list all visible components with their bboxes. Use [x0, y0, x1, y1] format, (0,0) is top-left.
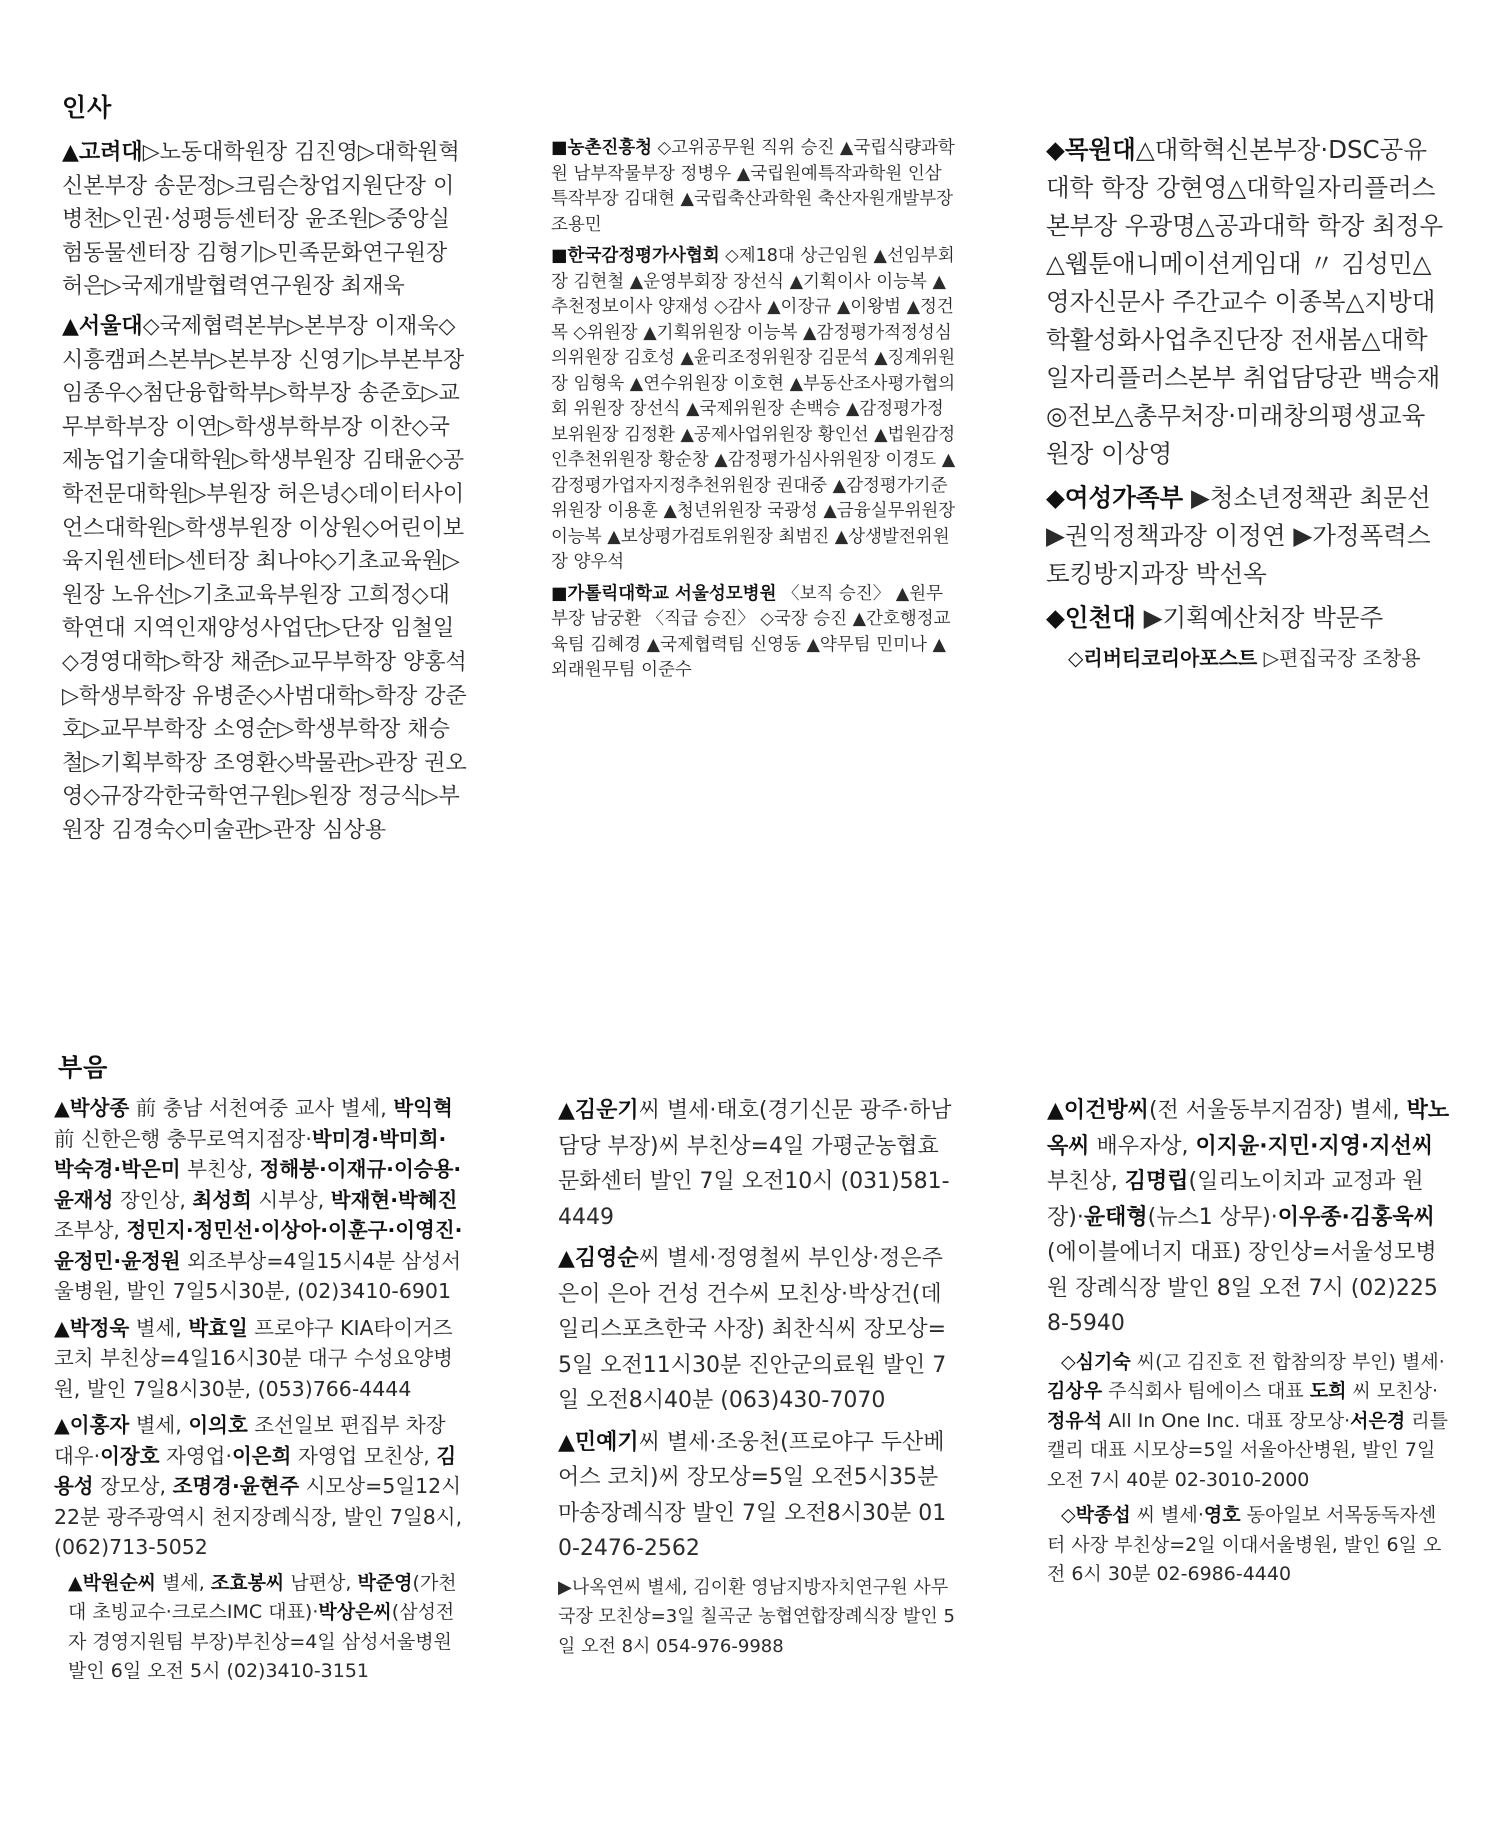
- entry-text: (에이블에너지 대표) 장인상=서울성모병원 장례식장 발인 8일 오전 7시 (02)2258-5940: [1047, 1240, 1438, 1336]
- obituary-entry: [54, 1410, 464, 1563]
- entry-text: 별세,: [129, 1315, 189, 1340]
- org-name: ◆여성가족부: [1046, 483, 1184, 512]
- entry-text: ◇고위공무원 직위 승진 ▲국립식량과학원 남부작물부장 정병우 ▲국립원예특작과학원 인삼특작부장 김대현 ▲국립축산과학원 축산자원개발부장 조용민: [551, 138, 955, 235]
- org-name: ■가톨릭대학교 서울성모병원: [551, 583, 777, 604]
- relative-name: 박미경·박미희·박숙경·박은미: [54, 1126, 447, 1181]
- relative-name: 도희: [1309, 1380, 1347, 1402]
- obituary-entry: [558, 1093, 958, 1235]
- entry-text: (전 서울동부지검장) 별세,: [1148, 1098, 1407, 1123]
- relative-name: 이장호: [100, 1443, 160, 1468]
- relative-name: 이의호: [188, 1413, 248, 1437]
- personnel-entry: [1046, 643, 1446, 673]
- entry-text: 별세,: [156, 1571, 211, 1594]
- obituary-entry: [1047, 1348, 1451, 1496]
- entry-text: 씨 별세·: [1130, 1504, 1204, 1526]
- entry-text: 자영업 모친상,: [291, 1443, 437, 1468]
- org-name: ◆인천대: [1046, 603, 1136, 632]
- deceased-name: ▲이건방씨: [1047, 1098, 1149, 1123]
- org-name: ■농촌진흥청: [551, 138, 653, 158]
- entry-text: (일리노이치과 교정과 원장)·: [1047, 1169, 1424, 1230]
- deceased-name: ▲박정욱: [54, 1315, 130, 1340]
- obituary-entry: [1047, 1093, 1451, 1342]
- relative-name: 김상우: [1047, 1380, 1103, 1402]
- entry-text: 남편상,: [284, 1571, 358, 1594]
- entry-text: 조부상,: [54, 1218, 127, 1242]
- deceased-name: ▲김운기: [558, 1098, 639, 1123]
- entry-text: (뉴스1 상무)·: [1147, 1204, 1278, 1230]
- entry-text: 前 충남 서천여중 교사 별세,: [129, 1096, 394, 1120]
- obituary-column-1: [54, 1093, 464, 1693]
- deceased-name: ▲박원순씨: [68, 1571, 157, 1594]
- entry-text: 리틀캘리 대표 시모상=5일 서울아산병원, 발인 7일 오전 7시 40분 02-3010-2000: [1047, 1409, 1448, 1491]
- deceased-name: ▲박상종: [54, 1096, 130, 1120]
- entry-text: ▶나옥연씨 별세, 김이환 영남지방자치연구원 사무국장 모친상=3일 칠곡군 농협연합장례식장 발인 5일 오전 8시 054-976-9988: [558, 1576, 955, 1657]
- relative-name: 박준영: [357, 1571, 413, 1594]
- entry-text: ▶청소년정책관 최문선 ▶권익정책과장 이정연 ▶가정폭력스토킹방지과장 박선옥: [1046, 483, 1431, 588]
- org-name: ◇리버티코리아포스트: [1068, 646, 1258, 670]
- relative-name: 이지윤·지민·지영·지선씨: [1195, 1133, 1434, 1159]
- section-heading-bueum: 부음: [58, 1053, 109, 1082]
- entry-text: ▷노동대학원장 김진영▷대학원혁신본부장 송문정▷크림슨창업지원단장 이병천▷인권·성평등센터장 윤조원▷중앙실험동물센터장 김형기▷민족문화연구원장 허은▷국제개발협력연구원장 최재욱: [62, 140, 460, 300]
- deceased-name: ▲민예기: [558, 1429, 639, 1455]
- relative-name: 정민지·정민선·이상아·이훈구·이영진·윤정민·윤정원: [54, 1218, 463, 1273]
- relative-name: 박효일: [188, 1315, 248, 1340]
- entry-text: (가천대 초빙교수·크로스IMC 대표)·: [68, 1571, 457, 1623]
- personnel-entry: [551, 244, 957, 576]
- entry-text: 장인상,: [113, 1187, 193, 1212]
- relative-name: 윤태형: [1083, 1204, 1148, 1230]
- relative-name: 박익혁: [393, 1096, 453, 1120]
- obituary-column-2: [558, 1093, 958, 1667]
- obituary-entry: [1047, 1501, 1451, 1590]
- entry-text: ◇제18대 상근임원 ▲선임부회장 김현철 ▲운영부회장 장선식 ▲기획이사 이능복 ▲추천정보이사 양재성 ◇감사 ▲이장규 ▲이왕범 ▲정건목 ◇위원장 ▲기획위원장 이능복 ▲감정평가적정성심의위원장 김호성 ▲윤리조정위원장 김문석 ▲징계위원장 임형욱 ▲연수위원장 이호현 ▲부동산조사평가협의회 위원장 장선식 ▲국제위원장 손백승 ▲감정평가정보위원장 김정환 ▲공제사업위원장 황인선 ▲법원감정인추천위원장 황순창 ▲감정평가심사위원장 이경도 ▲감정평가업자지정추천위원장 권대중 ▲감정평가기준위원장 이용훈 ▲청년위원장 국광성 ▲금융실무위원장 이능복 ▲보상평가검토위원장 최범진 ▲상생발전위원장 양우석: [551, 246, 956, 572]
- entry-text: 시모상=5일12시22분 광주광역시 천지장례식장, 발인 7일8시, (062)713-5052: [54, 1474, 463, 1559]
- entry-text: △대학혁신본부장·DSC공유대학 학장 강현영△대학일자리플러스본부장 우광명△공과대학 학장 최정우△웹툰애니메이션게임대 〃 김성민△영자신문사 주간교수 이종복△지방대학활성화사업추진단장 전새봄△대학일자리플러스본부 취업담당관 백승재◎전보△총무처장·미래창의평생교육원장 이상영: [1046, 135, 1444, 468]
- entry-text: 자영업·: [159, 1443, 232, 1468]
- deceased-name: ◇심기숙: [1061, 1350, 1131, 1373]
- entry-text: ◇국제협력본부▷본부장 이재욱◇시흥캠퍼스본부▷본부장 신영기▷부본부장 임종우◇첨단융합학부▷학부장 송준호▷교무부학부장 이연▷학생부학부장 이찬◇국제농업기술대학원▷학생부원장 김태윤◇공학전문대학원▷부원장 허은녕◇데이터사이언스대학원▷학생부원장 이상원◇어린이보육지원센터▷센터장 최나야◇기초교육원▷원장 노유선▷기초교육부원장 고희정◇대학연대 지역인재양성사업단▷단장 임철일◇경영대학▷학장 채준▷교무부학장 양홍석▷학생부학장 유병준◇사범대학▷학장 강준호▷교무부학장 소영순▷학생부학장 채승철▷기획부학장 조영환◇박물관▷관장 권오영◇규장각한국학연구원▷원장 정긍식▷부원장 김경숙◇미술관▷관장 심상용: [62, 313, 467, 843]
- entry-text: 씨 모친상·: [1346, 1380, 1439, 1402]
- deceased-name: ▲김영순: [558, 1246, 639, 1271]
- entry-text: 씨 별세·태호(경기신문 광주·하남 담당 부장)씨 부친상=4일 가평군농협효문화센터 발인 7일 오전10시 (031)581-4449: [558, 1098, 952, 1230]
- relative-name: 서은경: [1350, 1409, 1406, 1432]
- entry-text: ▶기획예산처장 박문주: [1135, 603, 1384, 632]
- personnel-entry: [62, 136, 470, 304]
- personnel-entry: [1046, 131, 1446, 473]
- entry-text: 시부상,: [251, 1187, 331, 1212]
- deceased-name: ◇박종섭: [1061, 1504, 1131, 1526]
- entry-text: 프로야구 KIA타이거즈 코치 부친상=4일16시30분 대구 수성요양병원, 발인 7일8시30분, (053)766-4444: [54, 1315, 453, 1401]
- org-name: ◆목원대: [1046, 135, 1136, 164]
- entry-text: (삼성전자 경영지원팀 부장)부친상=4일 삼성서울병원 발인 6일 오전 5시 (02)3410-3151: [68, 1601, 455, 1682]
- org-name: ■한국감정평가사협회: [551, 246, 720, 266]
- entry-text: 동아일보 서목동독자센터 사장 부친상=2일 이대서울병원, 발인 6일 오전 6시 30분 02-6986-4440: [1047, 1504, 1442, 1585]
- relative-name: 최성희: [192, 1187, 252, 1212]
- personnel-column-3: [1046, 131, 1446, 679]
- entry-text: 조선일보 편집부 차장대우·: [54, 1413, 446, 1468]
- personnel-entry: [62, 310, 470, 848]
- relative-name: 김용성: [54, 1443, 457, 1498]
- relative-name: 김명립: [1124, 1169, 1189, 1194]
- entry-text: 씨(고 김진호 전 합참의장 부인) 별세·: [1130, 1350, 1445, 1373]
- obituary-column-3: [1047, 1093, 1451, 1596]
- obituary-entry: [54, 1093, 464, 1307]
- org-name: ▲고려대: [62, 140, 143, 165]
- relative-name: 영호: [1203, 1504, 1241, 1526]
- entry-text: 부친상,: [180, 1157, 260, 1181]
- obituary-entry: [558, 1425, 958, 1567]
- entry-text: 장모상,: [93, 1474, 173, 1498]
- entry-text: 씨 별세·정영철씨 부인상·정은주 은이 은아 건성 건수씨 모친상·박상건(데일리스포츠한국 사장) 최찬식씨 장모상=5일 오전11시30분 진안군의료원 발인 7일 오전8시40분 (063)430-7070: [558, 1246, 947, 1413]
- personnel-column-1: [62, 136, 470, 853]
- relative-name: 박재현·박혜진: [330, 1187, 458, 1212]
- personnel-entry: [1046, 479, 1446, 593]
- relative-name: 조효봉씨: [210, 1571, 285, 1594]
- obituary-entry: [558, 1241, 958, 1419]
- org-name: ▲서울대: [62, 313, 143, 339]
- relative-name: 정유석: [1047, 1409, 1103, 1432]
- entry-text: ▷편집국장 조창용: [1257, 646, 1421, 670]
- personnel-entry: [1046, 599, 1446, 637]
- relative-name: 박노옥씨: [1047, 1098, 1450, 1159]
- entry-text: 별세,: [129, 1413, 189, 1437]
- section-heading-insa: 인사: [62, 93, 113, 122]
- relative-name: 이은희: [232, 1443, 292, 1468]
- personnel-entry: [551, 136, 957, 238]
- entry-text: 前 신한은행 충무로역지점장·: [54, 1126, 312, 1151]
- obituary-entry: [54, 1569, 464, 1687]
- relative-name: 조명경·윤현주: [172, 1474, 300, 1498]
- obituary-entry: [558, 1573, 958, 1662]
- entry-text: 〈보직 승진〉 ▲원무부장 남궁환 〈직급 승진〉 ◇국장 승진 ▲간호행정교육팀 김혜경 ▲국제협력팀 신영동 ▲약무팀 민미나 ▲외래원무팀 이준수: [551, 583, 951, 680]
- relative-name: 이우종·김홍욱씨: [1277, 1204, 1435, 1230]
- entry-text: All In One Inc. 대표 장모상·: [1102, 1409, 1351, 1432]
- relative-name: 박상은씨: [318, 1601, 392, 1623]
- personnel-entry: [551, 582, 957, 684]
- entry-text: 씨 별세·조웅천(프로야구 두산베어스 코치)씨 장모상=5일 오전5시35분 마송장례식장 발인 7일 오전8시30분 010-2476-2562: [558, 1429, 947, 1561]
- deceased-name: ▲이홍자: [54, 1413, 130, 1437]
- entry-text: 외조부상=4일15시4분 삼성서울병원, 발인 7일5시30분, (02)3410-6901: [54, 1248, 462, 1303]
- obituary-entry: [54, 1313, 464, 1405]
- entry-text: 부친상,: [1047, 1169, 1125, 1194]
- entry-text: 배우자상,: [1089, 1133, 1196, 1159]
- personnel-column-2: [551, 136, 957, 690]
- relative-name: 정해붕·이재규·이승용·윤재성: [54, 1157, 462, 1212]
- entry-text: 주식회사 팀에이스 대표: [1102, 1380, 1310, 1402]
